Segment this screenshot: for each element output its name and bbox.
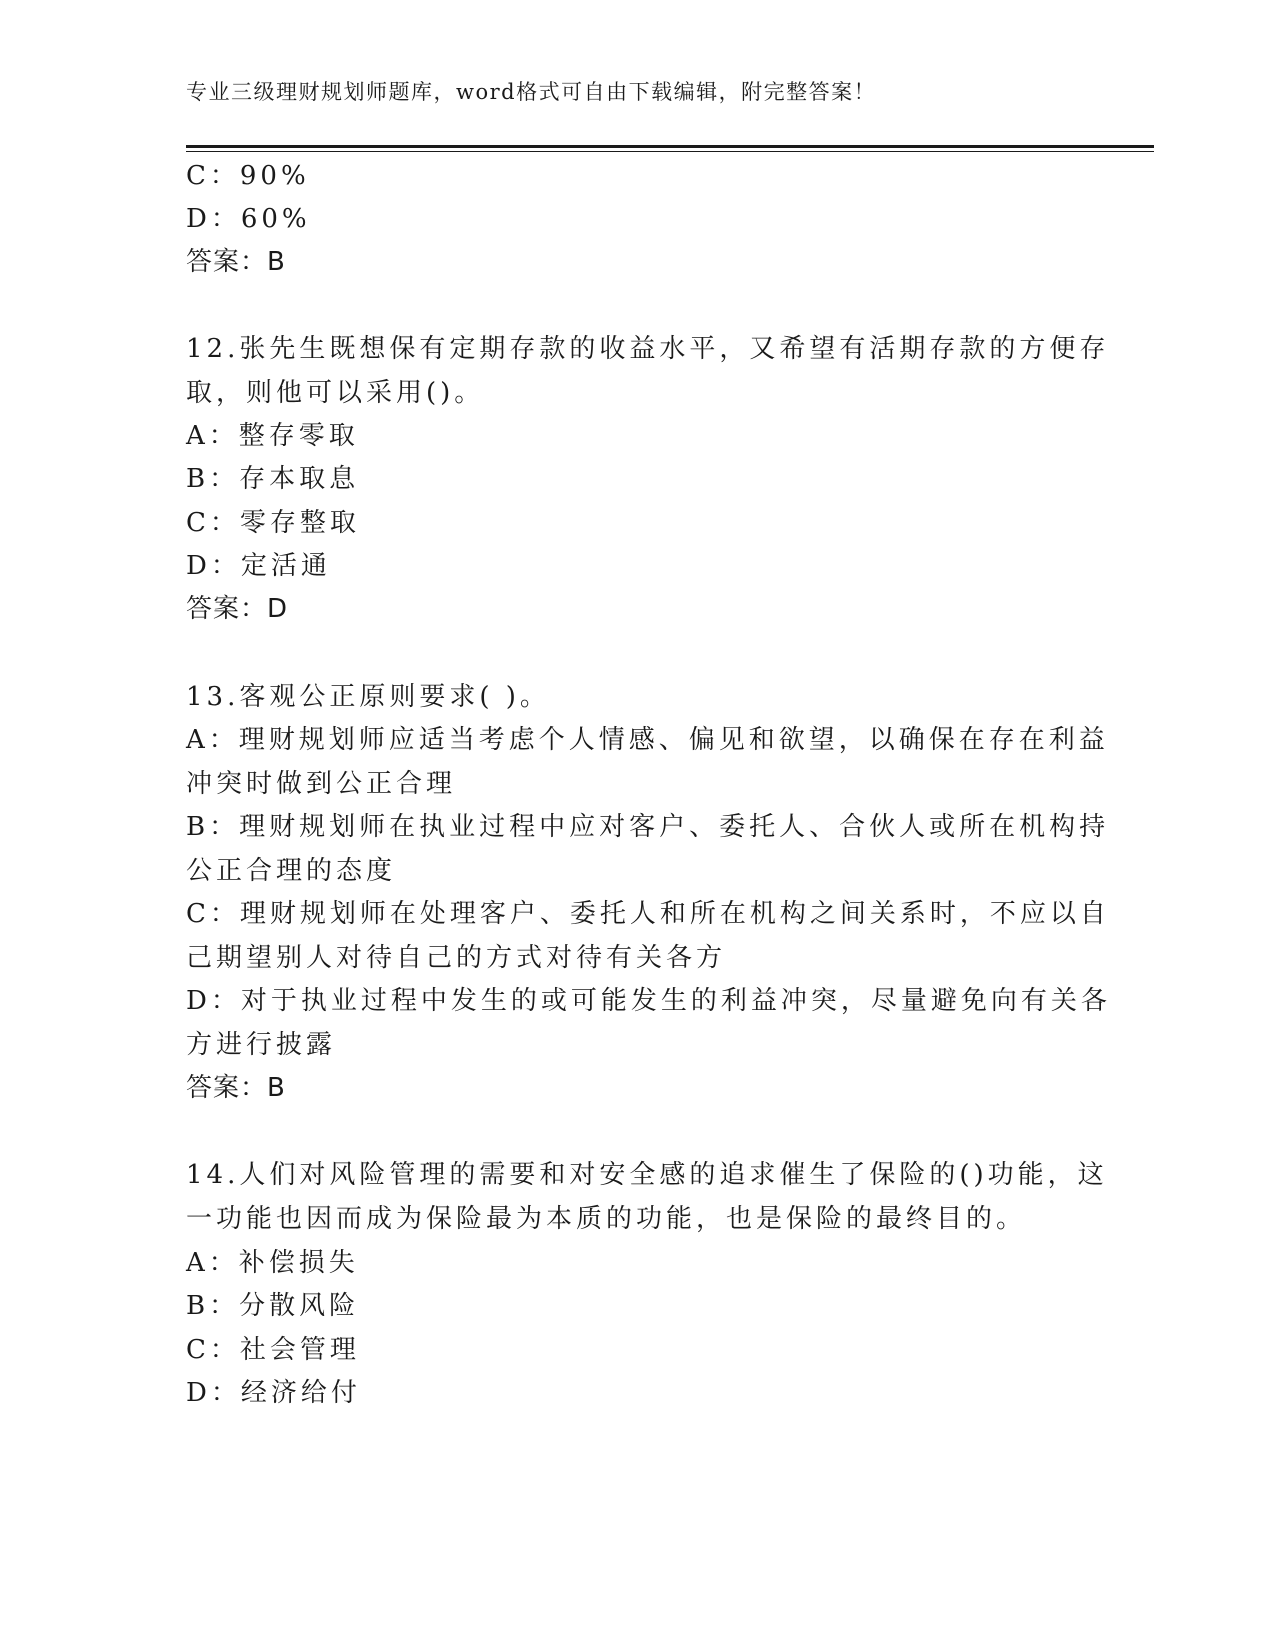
q13-option-b-line2: 公正合理的态度 bbox=[186, 856, 397, 886]
q11-option-c: C：90% bbox=[186, 161, 310, 191]
header-rule-thick bbox=[186, 145, 1154, 148]
q14-stem-line1: 14.人们对风险管理的需要和对安全感的追求催生了保险的()功能，这 bbox=[186, 1160, 1108, 1190]
q12-option-a: A：整存零取 bbox=[186, 421, 359, 451]
q12-answer bbox=[186, 596, 288, 622]
q13-option-a-line2: 冲突时做到公正合理 bbox=[186, 769, 457, 799]
q13-option-c-line1: C：理财规划师在处理客户、委托人和所在机构之间关系时，不应以自 bbox=[186, 899, 1110, 929]
answer-value: D bbox=[267, 594, 289, 624]
page-header: 专业三级理财规划师题库，word格式可自由下载编辑，附完整答案！ bbox=[186, 80, 877, 104]
answer-value: B bbox=[267, 1073, 286, 1103]
q11-option-d: D：60% bbox=[186, 204, 311, 234]
answer-label: 答案： bbox=[186, 594, 268, 624]
q11-answer bbox=[186, 249, 286, 275]
q12-option-c: C：零存整取 bbox=[186, 508, 360, 538]
q14-stem-line2: 一功能也因而成为保险最为本质的功能，也是保险的最终目的。 bbox=[186, 1204, 1027, 1234]
answer-label: 答案： bbox=[186, 1073, 268, 1103]
q13-option-b-line1: B：理财规划师在执业过程中应对客户、委托人、合伙人或所在机构持 bbox=[186, 812, 1110, 842]
header-rule-thin bbox=[186, 151, 1154, 152]
q13-option-d-line1: D：对于执业过程中发生的或可能发生的利益冲突，尽量避免向有关各 bbox=[186, 986, 1111, 1016]
q13-option-d-line2: 方进行披露 bbox=[186, 1030, 337, 1060]
q12-stem-line1: 12.张先生既想保有定期存款的收益水平，又希望有活期存款的方便存 bbox=[186, 334, 1110, 364]
q12-stem-line2: 取，则他可以采用()。 bbox=[186, 378, 485, 408]
q14-option-a: A：补偿损失 bbox=[186, 1248, 359, 1278]
q13-option-c-line2: 己期望别人对待自己的方式对待有关各方 bbox=[186, 943, 727, 973]
answer-label: 答案： bbox=[186, 247, 268, 277]
q14-option-c: C：社会管理 bbox=[186, 1335, 360, 1365]
q13-option-a-line1: A：理财规划师应适当考虑个人情感、偏见和欲望，以确保在存在利益 bbox=[186, 725, 1109, 755]
q14-option-d: D：经济给付 bbox=[186, 1378, 361, 1408]
q12-option-d: D：定活通 bbox=[186, 551, 331, 581]
q13-answer bbox=[186, 1075, 286, 1101]
q13-stem: 13.客观公正原则要求( )。 bbox=[186, 682, 550, 712]
q14-option-b: B：分散风险 bbox=[186, 1291, 360, 1321]
answer-value: B bbox=[267, 247, 286, 277]
q12-option-b: B：存本取息 bbox=[186, 464, 360, 494]
